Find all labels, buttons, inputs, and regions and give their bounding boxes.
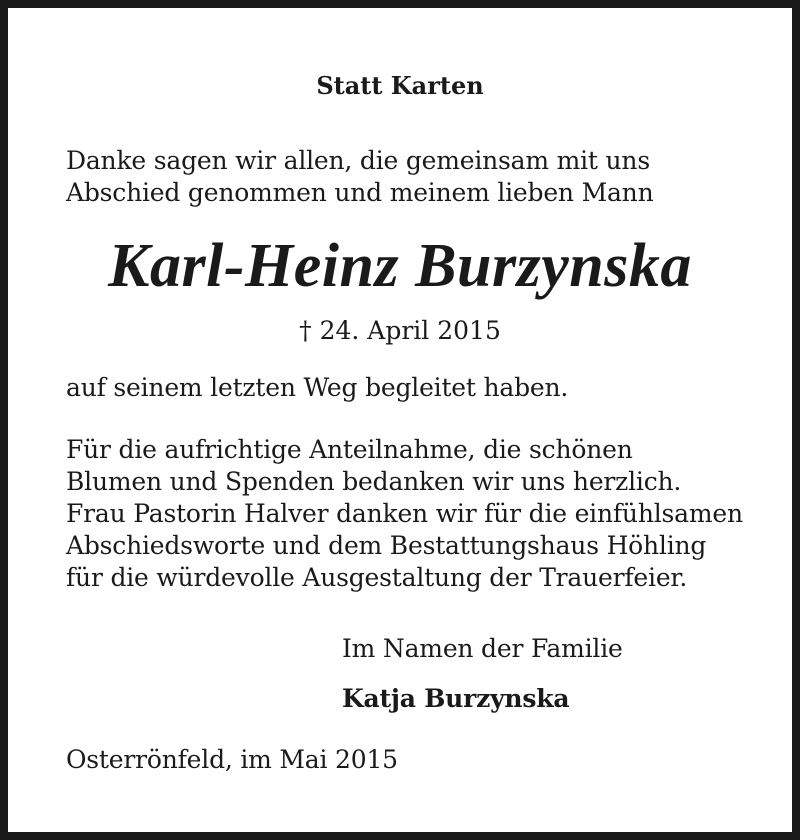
thanks-line-3: Frau Pastorin Halver danken wir für die einfühlsamen — [66, 499, 743, 528]
thanks-line-2: Blumen und Spenden bedanken wir uns herzlich. — [66, 467, 682, 496]
thanks-line-1: Für die aufrichtige Anteilnahme, die schönen — [66, 435, 633, 464]
thanks-line-4: Abschiedsworte und dem Bestattungshaus Höhling — [66, 531, 707, 560]
signoff-prefix: Im Namen der Familie — [342, 634, 623, 663]
death-date: † 24. April 2015 — [299, 316, 501, 345]
deceased-name: Karl-Heinz Burzynska — [108, 232, 692, 300]
thanks-line-5: für die würdevolle Ausgestaltung der Trauerfeier. — [66, 563, 688, 592]
signer-name: Katja Burzynska — [342, 684, 570, 713]
after-name-text: auf seinem letzten Weg begleitet haben. — [66, 373, 569, 402]
place-date: Osterrönfeld, im Mai 2015 — [66, 745, 398, 774]
intro-line-1: Danke sagen wir allen, die gemeinsam mit uns — [66, 146, 650, 175]
notice-header: Statt Karten — [316, 71, 484, 100]
intro-line-2: Abschied genommen und meinem lieben Mann — [66, 178, 654, 207]
